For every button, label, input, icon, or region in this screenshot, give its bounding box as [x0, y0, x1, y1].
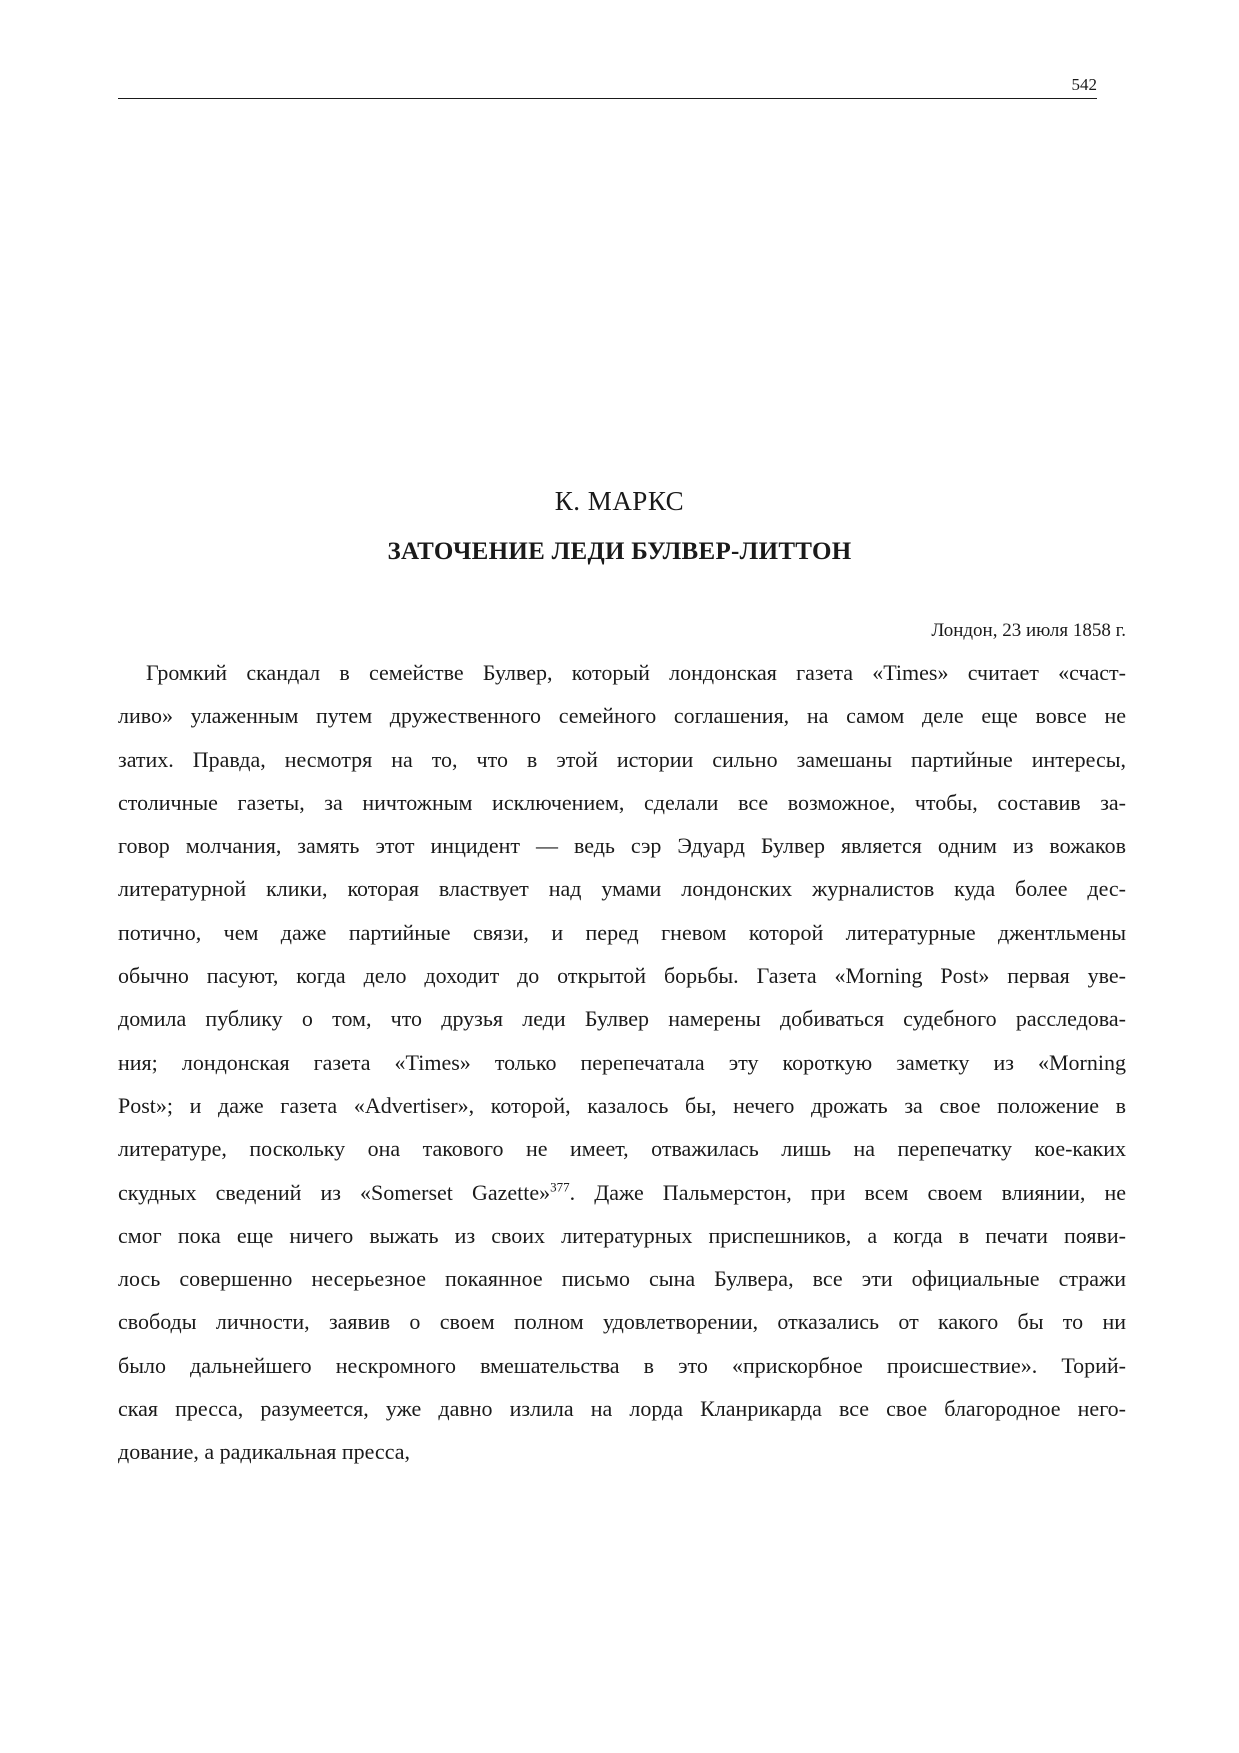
body-line: ливо» улаженным путем дружественного семейного соглашения, на самом деле еще вовсе не: [118, 703, 1126, 729]
body-line: дование, а радикальная пресса,: [118, 1439, 410, 1465]
article-author: К. МАРКС: [554, 486, 685, 516]
body-line: литературе, поскольку она такового не имеет, отважилась лишь на перепечатку кое-каких: [118, 1136, 1126, 1162]
body-line: потично, чем даже партийные связи, и перед гневом которой литературные джентльмены: [118, 919, 1126, 945]
body-line: было дальнейшего нескромного вмешательства в это «прискорбное происшествие». Торий-: [118, 1352, 1126, 1378]
article-title: ЗАТОЧЕНИЕ ЛЕДИ БУЛВЕР-ЛИТТОН: [387, 538, 852, 565]
body-line: свободы личности, заявив о своем полном удовлетворении, отказались от какого бы то ни: [118, 1309, 1126, 1335]
body-line: обычно пасуют, когда дело доходит до открытой борьбы. Газета «Morning Post» первая уве-: [118, 963, 1126, 989]
page-header: [118, 68, 1097, 99]
body-line: столичные газеты, за ничтожным исключением, сделали все возможное, чтобы, составив за-: [118, 789, 1126, 815]
body-line: говор молчания, замять этот инцидент — ведь сэр Эдуард Булвер является одним из вожаков: [118, 833, 1126, 859]
footnote-line-end: . Даже Пальмерстон, при всем своем влиянии, не: [569, 1179, 1126, 1205]
page-number: 542: [1071, 75, 1097, 94]
footnote-reference[interactable]: 377: [550, 1179, 570, 1195]
article-body: [118, 651, 1126, 1474]
body-line: Громкий скандал в семействе Булвер, который лондонская газета «Times» считает «счаст-: [146, 660, 1126, 685]
body-line: затих. Правда, несмотря на то, что в этой истории сильно замешаны партийные интересы,: [118, 746, 1126, 772]
body-line: ния; лондонская газета «Times» только перепечатала эту короткую заметку из «Morning: [118, 1049, 1126, 1075]
body-line: ская пресса, разумеется, уже давно излила на лорда Кланрикарда все свое благородное него-: [118, 1396, 1126, 1422]
body-line: лось совершенно несерьезное покаянное письмо сына Булвера, все эти официальные стражи: [118, 1266, 1126, 1292]
footnote-line-start: скудных сведений из «Somerset Gazette»: [118, 1179, 551, 1205]
article-dateline: Лондон, 23 июля 1858 г.: [931, 620, 1126, 641]
body-line: смог пока еще ничего выжать из своих литературных приспешников, а когда в печати появи-: [118, 1222, 1126, 1248]
body-line: литературной клики, которая властвует над умами лондонских журналистов куда более дес-: [118, 876, 1126, 902]
body-line: Post»; и даже газета «Advertiser», которой, казалось бы, нечего дрожать за свое положение в: [118, 1092, 1126, 1118]
body-line-with-footnote: [118, 1171, 1126, 1214]
body-line: домила публику о том, что друзья леди Булвер намерены добиваться судебного расследова-: [118, 1006, 1126, 1032]
